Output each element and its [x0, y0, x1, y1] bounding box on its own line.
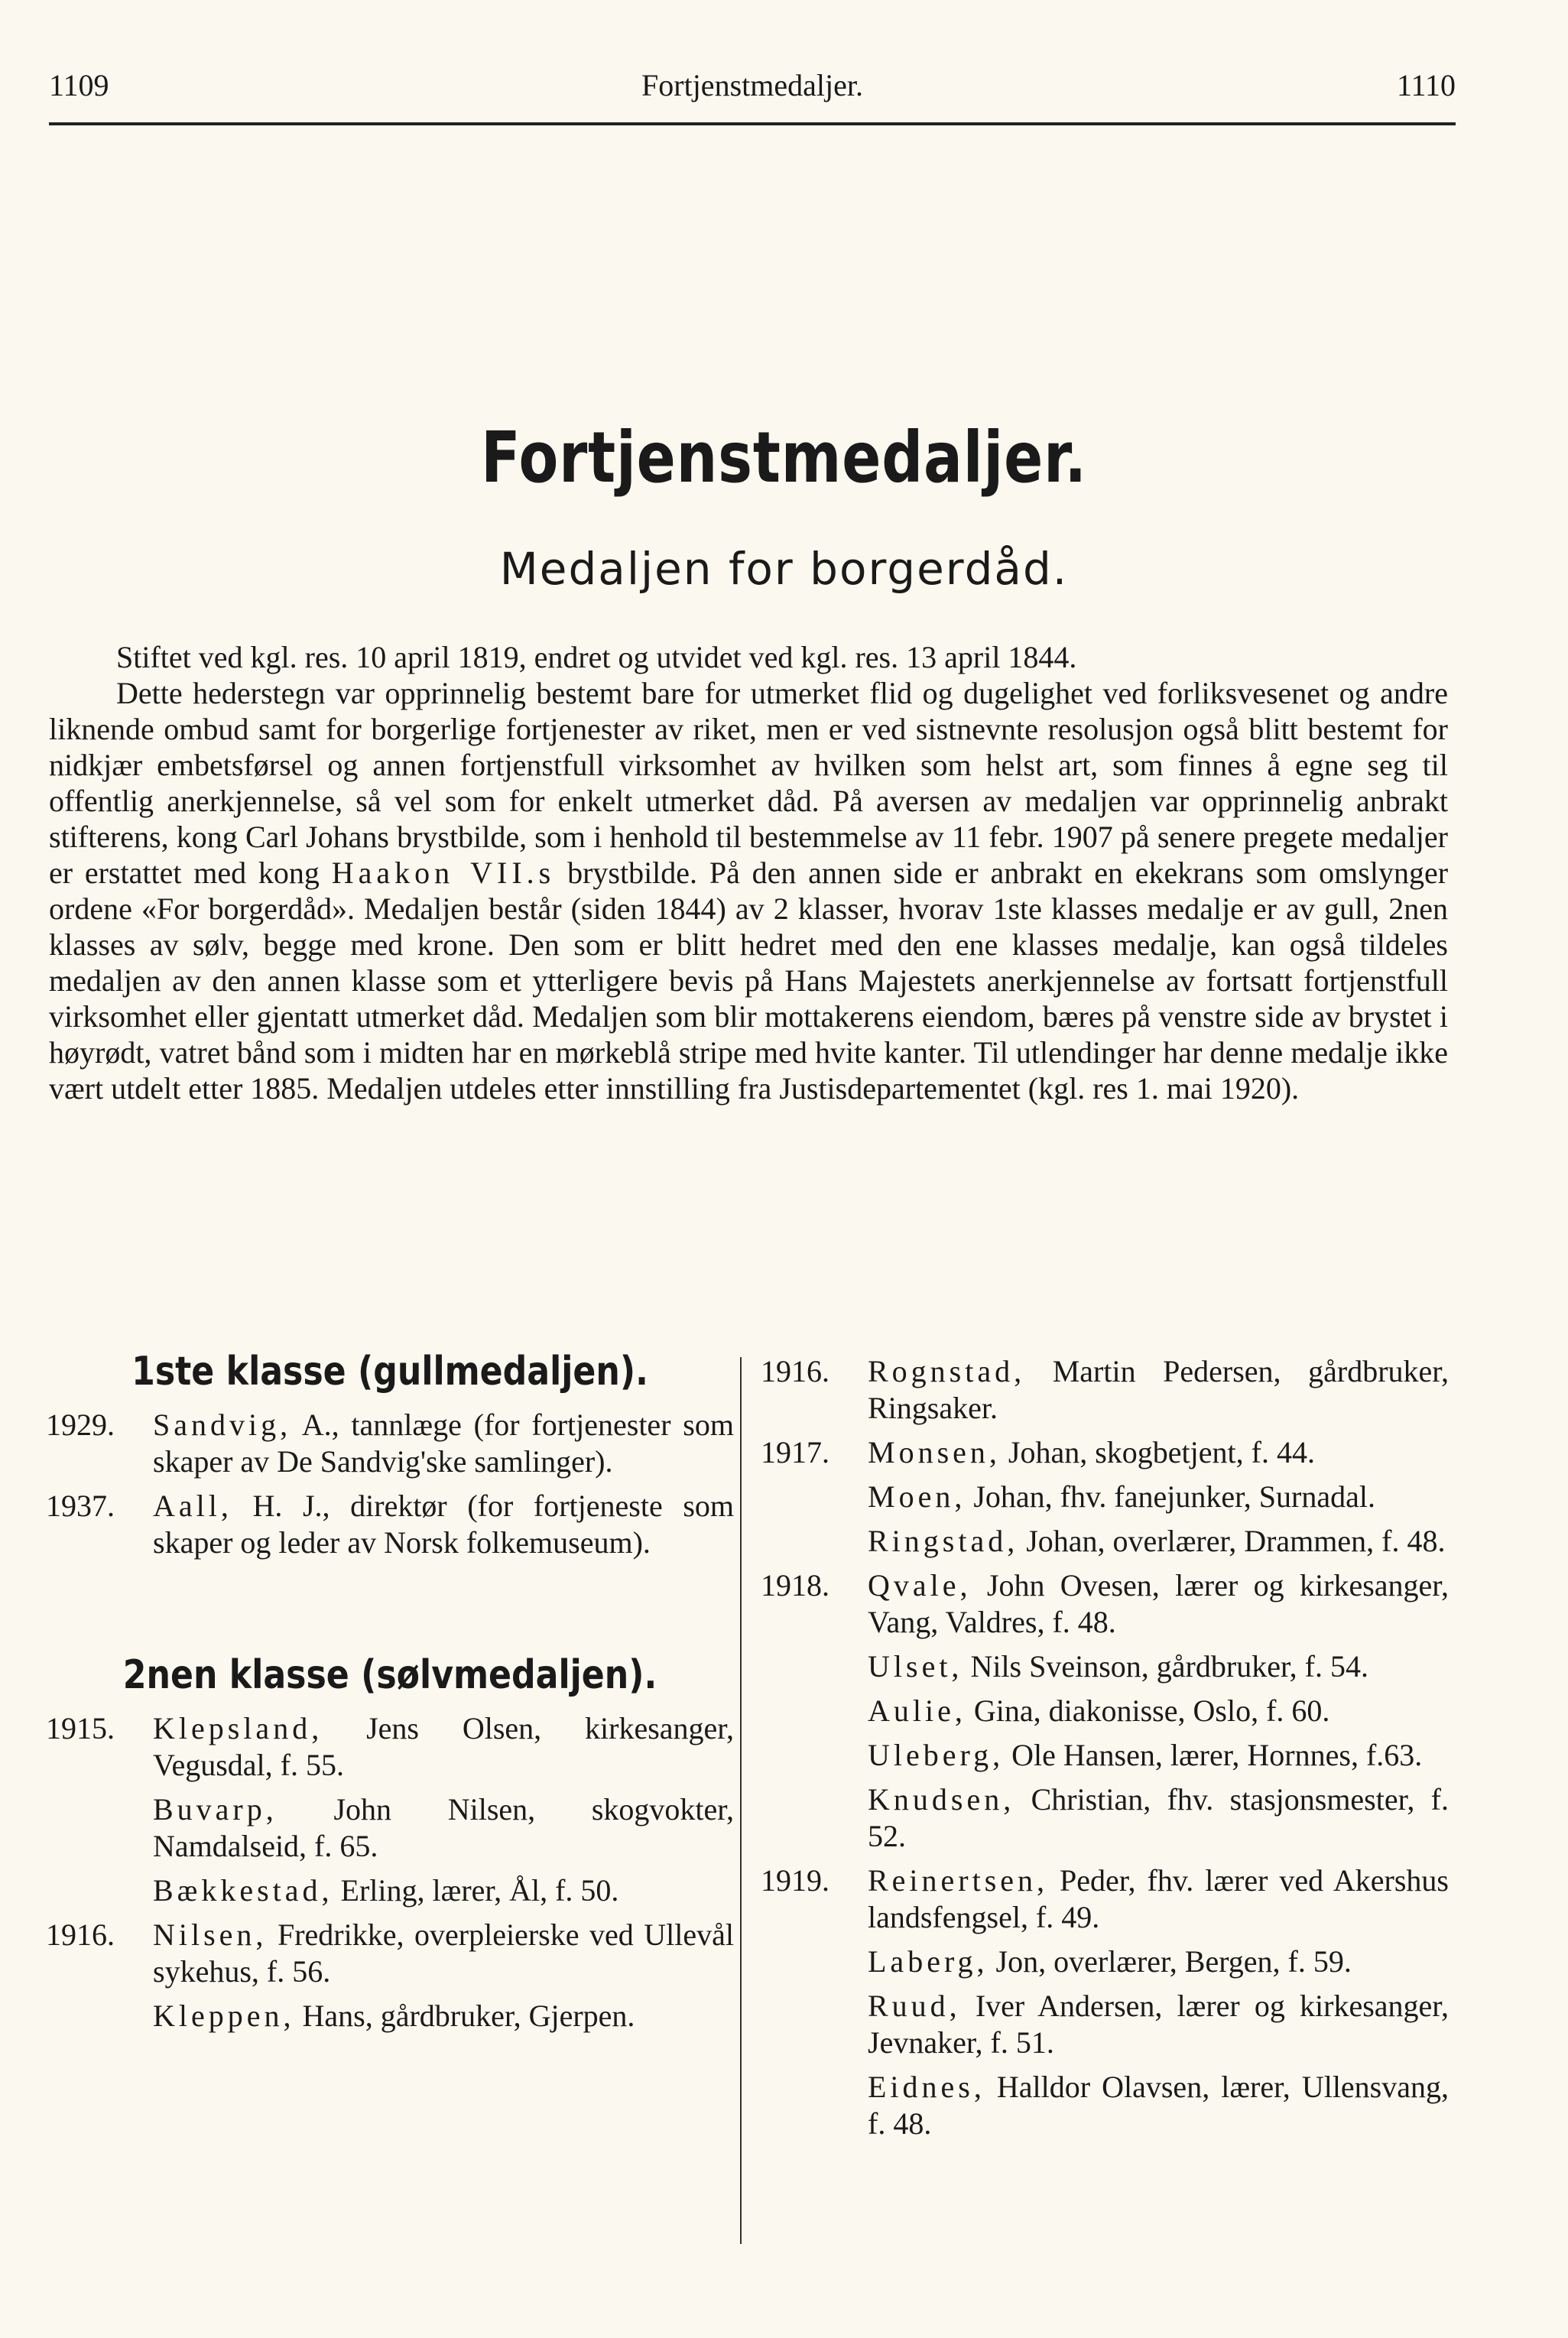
entry-name: Eidnes, — [868, 2070, 985, 2104]
entry-year: 1916. — [46, 1917, 115, 1952]
list-item — [761, 1862, 1449, 1936]
list-item — [761, 1523, 1449, 1560]
list-item — [761, 1353, 1449, 1427]
entry-text — [868, 1648, 1449, 1685]
entry-details: Johan, overlærer, Drammen, f. 48. — [1026, 1524, 1446, 1558]
entry-year — [761, 1523, 868, 1560]
entry-year: 1917. — [761, 1435, 829, 1469]
entry-year: 1916. — [761, 1354, 829, 1388]
entry-name: Sandvig, — [153, 1408, 292, 1442]
entry-name: Qvale, — [868, 1568, 972, 1603]
entry-text — [868, 1479, 1449, 1515]
entry-details: John Nilsen, skogvokter, Namdalseid, f. 65. — [153, 1792, 735, 1863]
list-item — [761, 1648, 1449, 1685]
column-divider — [740, 1357, 742, 2244]
first-class-list — [46, 1407, 734, 1561]
entry-name: Moen, — [868, 1479, 966, 1514]
entry-name: Ruud, — [868, 1989, 961, 2023]
entry-details: Jon, overlærer, Bergen, f. 59. — [995, 1944, 1352, 1979]
entry-details: Christian, fhv. stasjonsmester, f. 52. — [868, 1782, 1449, 1853]
entry-details: Nils Sveinson, gårdbruker, f. 54. — [970, 1649, 1368, 1684]
entry-name: Bækkestad, — [153, 1873, 333, 1908]
entry-text — [868, 1737, 1449, 1774]
entry-name: Buvarp, — [153, 1792, 278, 1827]
entry-name: Uleberg, — [868, 1738, 1005, 1772]
entry-text — [868, 1988, 1449, 2061]
entry-details: John Ovesen, lærer og kirkesanger, Vang, Valdres, f. 48. — [868, 1568, 1449, 1639]
intro-paragraph-2 — [49, 675, 1448, 1106]
list-item — [761, 1781, 1449, 1855]
entry-name: Ulset, — [868, 1649, 963, 1684]
entry-text — [868, 1781, 1449, 1855]
entry-text — [153, 1488, 734, 1561]
section-subtitle: Medaljen for borgerdåd. — [499, 543, 1069, 595]
entry-text — [868, 1353, 1449, 1427]
entry-text — [868, 1523, 1449, 1560]
entry-year — [761, 1781, 868, 1855]
entry-text — [153, 1998, 734, 2034]
entry-text — [868, 1862, 1449, 1936]
entry-details: Jens Olsen, kirkesanger, Vegusdal, f. 55. — [153, 1711, 734, 1782]
entry-name: Knudsen, — [868, 1782, 1015, 1817]
entry-details: Fredrikke, overpleierske ved Ullevål sykehus, f. 56. — [153, 1917, 734, 1989]
entry-details: Iver Andersen, lærer og kirkesanger, Jevnaker, f. 51. — [868, 1989, 1450, 2060]
entry-details: A., tannlæge (for fortjenester som skaper av De Sandvig'ske samlinger). — [153, 1408, 734, 1479]
list-item — [46, 1917, 734, 1990]
entry-name: Kleppen, — [153, 1999, 295, 2033]
second-class-heading: 2nen klasse (sølvmedaljen). — [122, 1652, 657, 1698]
entry-year — [46, 1791, 153, 1865]
list-item — [761, 1988, 1449, 2061]
list-item — [46, 1710, 734, 1784]
left-column — [46, 1349, 735, 2042]
king-name: Haakon VII.s — [331, 856, 556, 890]
entry-year: 1937. — [46, 1489, 115, 1523]
entry-year: 1915. — [46, 1711, 115, 1745]
list-item — [761, 1479, 1449, 1515]
list-item — [761, 1693, 1449, 1729]
list-item — [46, 1872, 734, 1909]
intro-text-b: brystbilde. På den annen side er anbrakt en ekekrans som omslynger ordene «For borgerdåd». Medaljen består (siden 1844) av 2 klasser, hvorav 1ste klasses medalje er av gull, 2nen klasses av sølv, begge med krone. Den som er blitt hedret med den ene klasses medalje, kan også tildeles medaljen av den annen klasse som et ytterligere bevis på Hans Majestets anerkjennelse av fortsatt fortjenstfull virksomhet eller gjentatt utmerket dåd. Medaljen som blir mottakerens eiendom, bæres på venstre side av brystet i høyrødt, vatret bånd som i midten har en mørkeblå stripe med hvite kanter. Til utlendinger har denne medalje ikke vært utdelt etter 1885. Medaljen utdeles etter innstilling fra Justisdepartementet (kgl. res 1. mai 1920). — [49, 856, 1449, 1106]
list-item — [46, 1791, 734, 1865]
entry-details: Hans, gårdbruker, Gjerpen. — [302, 1999, 635, 2033]
entry-year — [46, 1872, 153, 1909]
entry-name: Aulie, — [868, 1693, 966, 1728]
entry-details: Peder, fhv. lærer ved Akershus landsfengsel, f. 49. — [868, 1863, 1449, 1934]
entry-name: Ringstad, — [868, 1524, 1019, 1558]
entry-year — [761, 1693, 868, 1729]
entry-details: Johan, fhv. fanejunker, Surnadal. — [973, 1479, 1375, 1514]
list-item — [761, 2069, 1449, 2142]
list-item — [46, 1488, 734, 1561]
entry-year — [761, 2069, 868, 2142]
entry-details: Gina, diakonisse, Oslo, f. 60. — [973, 1693, 1330, 1728]
entry-year — [761, 1737, 868, 1774]
entry-name: Reinertsen, — [868, 1863, 1049, 1898]
entry-name: Rognstad, — [868, 1354, 1026, 1388]
entry-text — [868, 1943, 1449, 1980]
entry-year — [761, 1943, 868, 1980]
page-number-left: 1109 — [49, 68, 109, 102]
entry-year: 1919. — [761, 1863, 829, 1898]
intro-text — [49, 639, 1448, 1106]
entry-text — [868, 1693, 1449, 1729]
entry-details: Erling, lærer, Ål, f. 50. — [340, 1873, 619, 1908]
entry-year: 1929. — [46, 1408, 115, 1442]
entry-text — [868, 1434, 1449, 1471]
entry-details: Johan, skogbetjent, f. 44. — [1008, 1435, 1315, 1469]
list-item — [761, 1567, 1449, 1641]
page-title: Fortjenstmedaljer. — [481, 417, 1087, 498]
list-item — [46, 1998, 734, 2034]
list-item — [46, 1407, 734, 1480]
entry-text — [868, 1567, 1449, 1641]
intro-text-a: Dette hederstegn var opprinnelig bestemt bare for utmerket flid og dugelighet ved forliksvesenet og andre liknende ombud samt for borgerlige fortjenester av riket, men er ved sistnevnte resolusjon også blitt bestemt for nidkjær embetsførsel og annen fortjenstfull virksomhet av hvilken som helst art, som finnes å egne seg til offentlig anerkjennelse, så vel som for enkelt utmerket dåd. På aversen av medaljen var opprinnelig anbrakt stifterens, kong Carl Johans brystbilde, som i henhold til bestemmelse av 11 febr. 1907 på senere pregete medaljer er erstattet med kong — [49, 676, 1448, 890]
list-item — [761, 1434, 1449, 1471]
entry-text — [153, 1791, 734, 1865]
header-rule — [49, 122, 1456, 125]
entry-name: Monsen, — [868, 1435, 1001, 1469]
entry-name: Aall, — [153, 1489, 232, 1523]
entry-text — [153, 1917, 734, 1990]
entry-year — [761, 1648, 868, 1685]
entry-name: Nilsen, — [153, 1917, 268, 1952]
entry-details: Ole Hansen, lærer, Hornnes, f.63. — [1011, 1738, 1423, 1772]
intro-paragraph-1: Stiftet ved kgl. res. 10 april 1819, endret og utvidet ved kgl. res. 13 april 1844. — [116, 640, 1077, 674]
entry-year — [761, 1988, 868, 2061]
entry-name: Klepsland, — [153, 1711, 323, 1745]
entry-details: Martin Pedersen, gårdbruker, Ringsaker. — [868, 1354, 1449, 1425]
entry-text — [153, 1872, 734, 1909]
second-class-list-left — [46, 1710, 734, 2034]
right-column — [761, 1353, 1449, 2150]
running-title: Fortjenstmedaljer. — [641, 68, 863, 102]
entry-year — [761, 1479, 868, 1515]
list-item — [761, 1737, 1449, 1774]
first-class-heading: 1ste klasse (gullmedaljen). — [131, 1349, 648, 1395]
entry-text — [868, 2069, 1449, 2142]
second-class-list-right — [761, 1353, 1449, 2142]
entry-details: H. J., direktør (for fortjeneste som skaper og leder av Norsk folkemuseum). — [153, 1489, 735, 1560]
entry-name: Laberg, — [868, 1944, 989, 1979]
entry-year — [46, 1998, 153, 2034]
page-header — [49, 67, 1456, 113]
page-number-right: 1110 — [1396, 68, 1456, 102]
entry-text — [153, 1710, 734, 1784]
list-item — [761, 1943, 1449, 1980]
entry-year: 1918. — [761, 1568, 829, 1603]
entry-details: Halldor Olavsen, lærer, Ullensvang, f. 48. — [868, 2070, 1449, 2141]
entry-text — [153, 1407, 734, 1480]
